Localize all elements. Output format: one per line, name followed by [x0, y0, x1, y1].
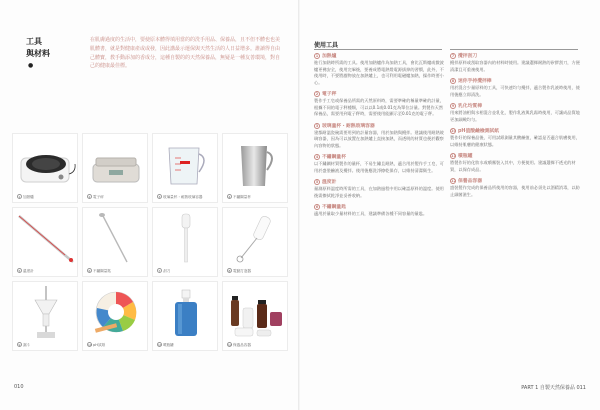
photo-hot-plate — [12, 133, 78, 203]
photo-funnel — [12, 281, 78, 351]
intro-paragraph: 在肌膚過度的生活中，要使原本體得填用當的的洗手用品、保養品，且不但不體也也美肌體書，就是對健康產或或發，因此講最示運保與天然生活的人日益增多。誰讀得自由己體寶，教手動添加的香成分，這種自製的的天然保養品，無疑是一種友善環境，對自己的健康最佳標。 — [90, 37, 281, 70]
tool-item: 6 不鏽鋼量匙 適用於量取少量材料的工具，建議準備各種不同容量的量匙。 — [314, 205, 428, 216]
photo-caption: 6 不鏽鋼量匙 — [88, 269, 111, 273]
tool-item: 1 加熱爐 進行加熱時所需的工具。使用加熱爐作為加熱工具，會比瓦斯爐或微波爐更佛安全，使用完畢後，要養成將電熱燈電源拔掉的習慣，此外，不使用時，不要將瀝物放在加熱爐上，也可利用電磁爐加熱，操作時要小心。 — [314, 54, 444, 85]
section-title-line-2: 與材料 — [26, 48, 50, 58]
thermometer-icon — [13, 208, 78, 268]
photo-caption: 7 刮刀 — [158, 269, 171, 273]
page-footer: PART 1 自製天然保養品 011 — [521, 385, 586, 391]
photo-spray-bottle — [152, 281, 218, 351]
photo-thermometer — [12, 207, 78, 277]
ph-paper-icon — [83, 282, 148, 342]
tool-item: 7 攪拌刮刀 攪拌原料或刮取容器內的材料時使用。建議選擇耐熱的矽膠刮刀，方便清潔且可重複使用。 — [450, 54, 580, 72]
photo-caption: 1 加熱爐 — [18, 195, 34, 199]
photo-steel-spoon — [82, 207, 148, 277]
section-title-line-1: 工具 — [26, 37, 42, 46]
photo-caption: 10pH試紙 — [88, 343, 106, 347]
tool-item: 8 迷你手持攪拌棒 用於混合少量原料的工具，可快速均勻攪拌，適合製作乳液時使用，使用後應立即清洗。 — [450, 79, 580, 97]
spatula-icon — [153, 208, 218, 268]
photo-spatula — [152, 207, 218, 277]
page-number-left: 010 — [14, 384, 24, 390]
tool-item: 2 電子秤 製作手工皂或保養品所需的天然原料時，需要準確的稱量準確的計量，根據不同的電子秤種類，可以以0.1或0.01克為單位計量。對製作天然保養品，需要用到電子秤時，需要使用能顯示至0.01克的電子秤。 — [314, 92, 444, 116]
photo-caption: 5 溫度計 — [18, 269, 34, 273]
photo-measuring-cup — [152, 133, 218, 203]
steel-cup-icon — [223, 134, 288, 194]
tool-item: 10 pH值酸鹼檢測試紙 製作好的保養品後，可用試紙測量其酸鹼值，確認是否適合肌膚使用，以維持肌膚的健康狀態。 — [450, 129, 580, 147]
right-section-title: 使用工具 — [314, 42, 339, 49]
spoon-icon — [83, 208, 148, 268]
items-column-1 — [314, 52, 444, 222]
photo-caption: 4 不鏽鋼量杯 — [228, 195, 251, 199]
photo-caption: 12保養品容器 — [228, 343, 251, 347]
hot-plate-icon — [13, 134, 78, 194]
tool-item: 5 溫度計 量測原料溫度時所需的工具，在加熱過程中用以確認原料的溫度。使用後需擦拭乾淨並妥善收納。 — [314, 180, 444, 198]
photo-scale — [82, 133, 148, 203]
divider — [314, 49, 442, 50]
items-column-2 — [450, 52, 580, 202]
photo-grid — [12, 133, 288, 355]
tool-item: 12 保養品容器 盛裝製作完成的保養品所使用的容器，使用前必須先以酒精消毒，以防止細菌滋生。 — [450, 179, 580, 197]
scale-icon — [83, 134, 148, 194]
tool-item: 11 噴瓶罐 將製作好的化妝水或噴霧裝入其中，方便使用。建議選擇不透光的材質，以保存成品。 — [450, 154, 576, 172]
tool-item: 3 玻璃量杯・耐熱玻璃容器 建都耐溫瓷碗需要用到的計量容器，用於加熱與攪拌。建議使用耐熱玻璃容器，因為可以放置在加熱爐上直接加熱，而透明的材質也便於觀察內容物的狀態。 — [314, 123, 444, 148]
photo-ph-paper — [82, 281, 148, 351]
photo-steel-cup — [222, 133, 288, 203]
measuring-cup-icon — [153, 134, 218, 194]
photo-caption: 9 漏斗 — [18, 343, 31, 347]
photo-frother — [222, 207, 288, 277]
spray-bottle-icon — [153, 282, 218, 342]
tool-item: 4 不鏽鋼量杯 以不鏽鋼材質製作的量杯，不易生鏽且耐熱，適合用於製作手工皂，可用於盛裝鹼液及攪拌。使用後應洗淨擦乾保存，以維持清潔衛生。 — [314, 155, 444, 173]
photo-caption: 2 電子秤 — [88, 195, 104, 199]
tool-item: 9 乳化均質棒 用來將油相與水相混合並乳化，製作乳液與乳霜時使用，可讓成品質地更加細緻均勻。 — [450, 104, 580, 122]
photo-containers — [222, 281, 288, 351]
photo-caption: 8 電動打泡器 — [228, 269, 251, 273]
containers-icon — [223, 282, 288, 342]
divider — [450, 49, 578, 50]
bullet-icon: ● — [28, 62, 34, 69]
section-title — [26, 36, 66, 59]
photo-caption: 3 玻璃量杯・耐熱玻璃容器 — [158, 195, 203, 199]
funnel-icon — [13, 282, 78, 342]
right-page — [300, 0, 600, 410]
photo-caption: 11噴瓶罐 — [158, 343, 174, 347]
frother-icon — [223, 208, 288, 268]
